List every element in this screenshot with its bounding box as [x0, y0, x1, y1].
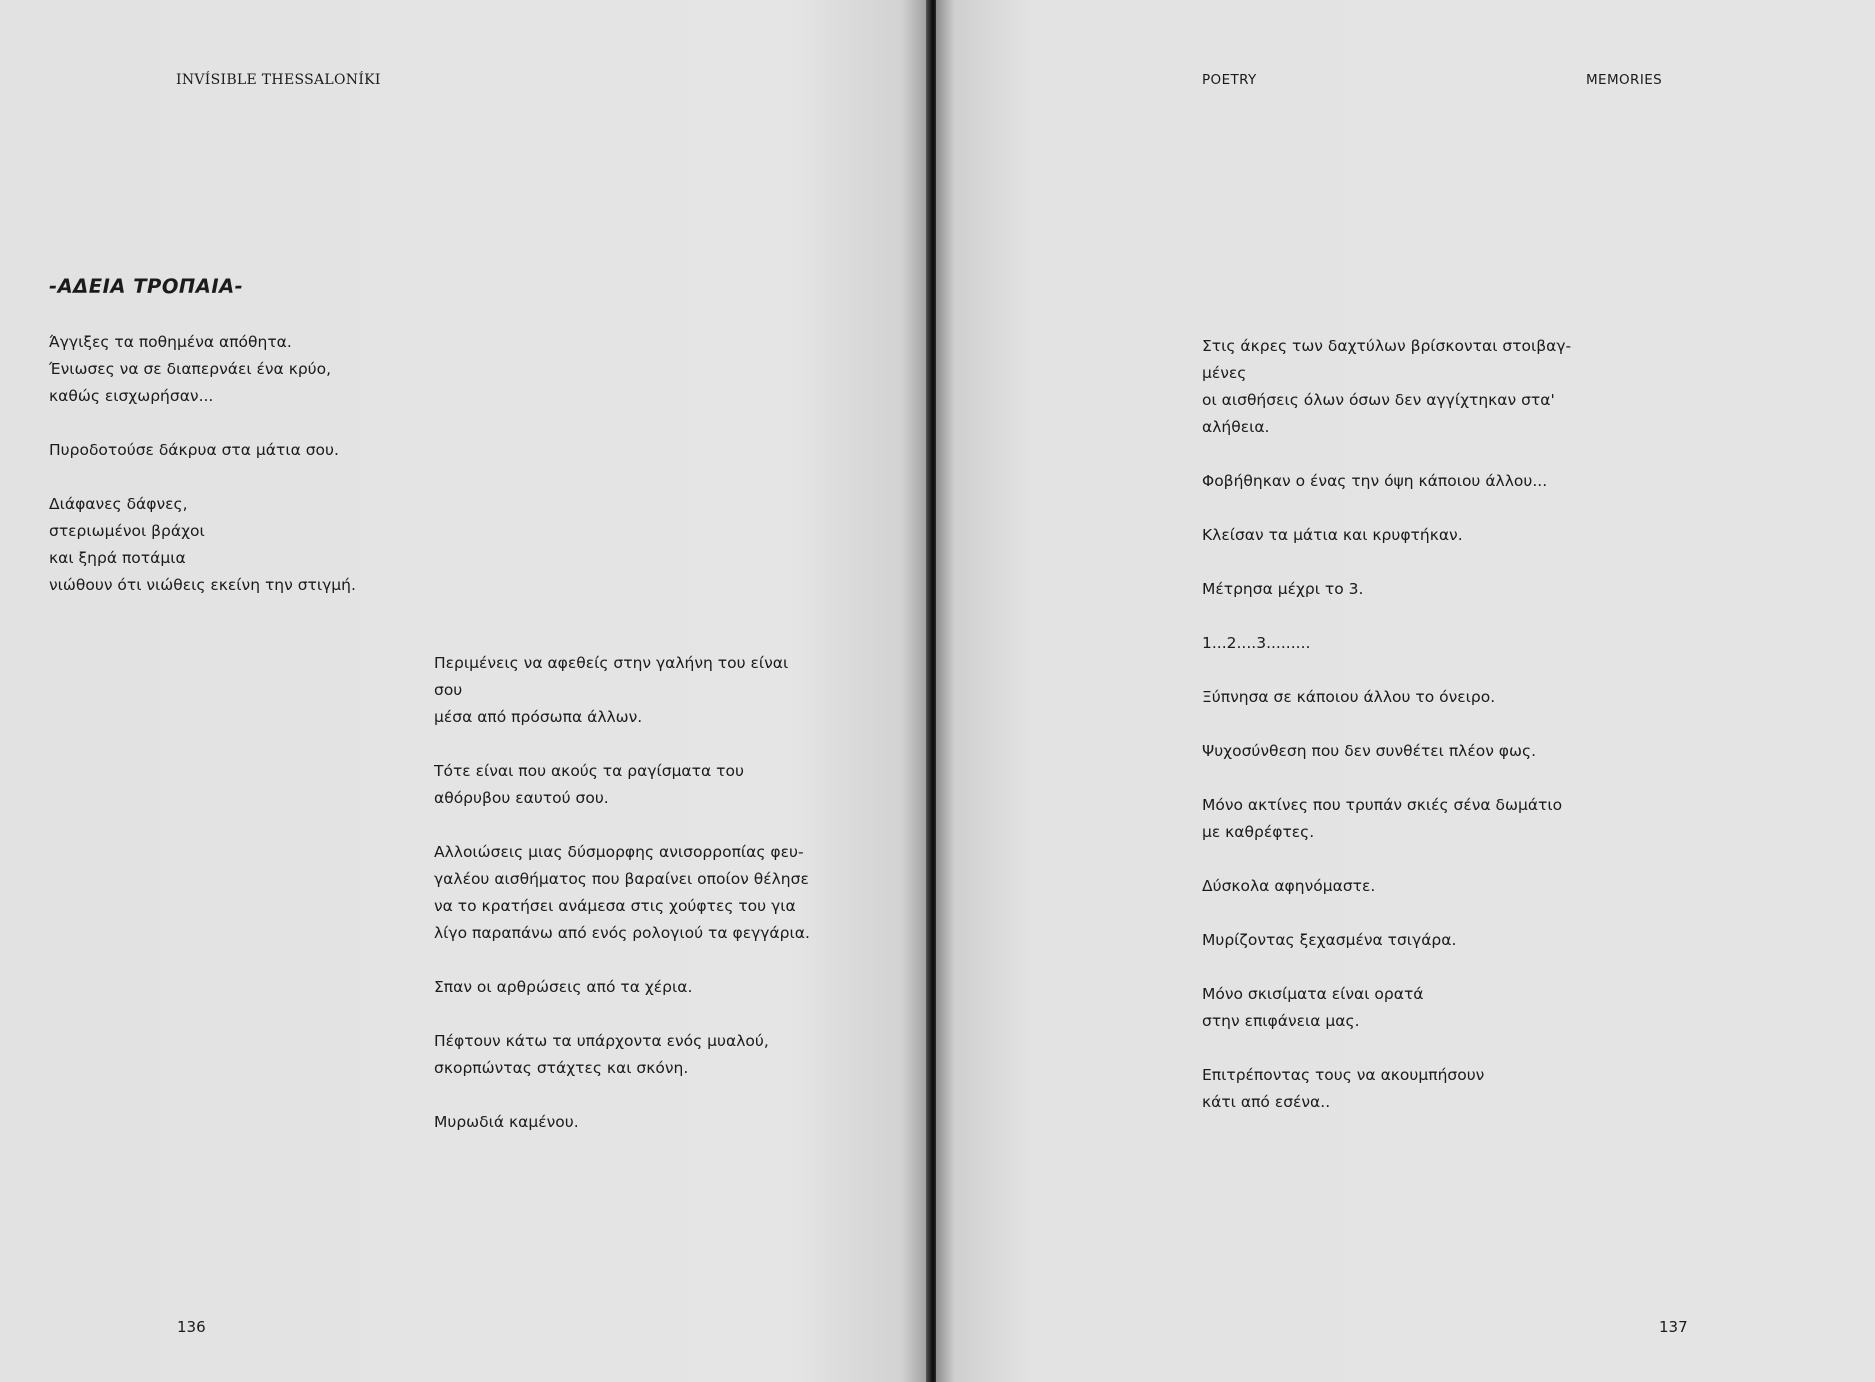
stanza	[434, 974, 810, 1001]
stanza	[49, 491, 356, 599]
poem-line: 1...2....3.........	[1202, 634, 1311, 652]
stanza	[49, 329, 356, 410]
poem-line: αλήθεια.	[1202, 418, 1270, 436]
stanza	[434, 1028, 810, 1082]
stanza	[49, 437, 356, 464]
poem-line: Μόνο σκισίματα είναι ορατά	[1202, 985, 1424, 1003]
stanza	[1202, 981, 1571, 1035]
poem-line: Μόνο ακτίνες που τρυπάν σκιές σένα δωμάτιο	[1202, 796, 1563, 814]
stanza	[1202, 1062, 1571, 1116]
poem-line: Διάφανες δάφνες,	[49, 495, 188, 513]
stanza	[1202, 792, 1571, 846]
stanza	[434, 758, 810, 812]
stanza	[1202, 873, 1571, 900]
poem-line: μένες	[1202, 364, 1247, 382]
poem-line: σκορπώντας στάχτες και σκόνη.	[434, 1059, 689, 1077]
stanza	[1202, 333, 1571, 441]
poem-line: Φοβήθηκαν ο ένας την όψη κάποιου άλλου...	[1202, 472, 1548, 490]
poem-line: Πέφτουν κάτω τα υπάρχοντα ενός μυαλού,	[434, 1032, 769, 1050]
left-page	[0, 0, 930, 1382]
stanza	[1202, 576, 1571, 603]
stanza	[434, 1109, 810, 1136]
poem-line: Άγγιξες τα ποθημένα απόθητα.	[49, 333, 292, 351]
stanza	[1202, 738, 1571, 765]
running-head-book-title: INVÍSIBLE THESSALONÍKI	[176, 72, 381, 88]
page-number-right: 137	[1659, 1318, 1688, 1336]
poem-line: Μυρίζοντας ξεχασμένα τσιγάρα.	[1202, 931, 1457, 949]
stanza	[434, 650, 810, 731]
poem-title: -ΑΔΕΙΑ ΤΡΟΠΑΙΑ-	[49, 275, 244, 298]
poem-line: νιώθουν ότι νιώθεις εκείνη την στιγμή.	[49, 576, 356, 594]
poem-line: Πυροδοτούσε δάκρυα στα μάτια σου.	[49, 441, 339, 459]
poem-line: στην επιφάνεια μας.	[1202, 1012, 1360, 1030]
running-head-section: POETRY	[1202, 72, 1257, 88]
poem-line: καθώς εισχωρήσαν...	[49, 387, 214, 405]
stanza	[1202, 468, 1571, 495]
poem-line: Ένιωσες να σε διαπερνάει ένα κρύο,	[49, 360, 332, 378]
stanza	[1202, 630, 1571, 657]
poem-line: γαλέου αισθήματος που βαραίνει οποίον θέλησε	[434, 870, 809, 888]
poem-line: αθόρυβου εαυτού σου.	[434, 789, 609, 807]
poem-line: με καθρέφτες.	[1202, 823, 1315, 841]
poem-line: λίγο παραπάνω από ενός ρολογιού τα φεγγάρια.	[434, 924, 810, 942]
poem-line: Ψυχοσύνθεση που δεν συνθέτει πλέον φως.	[1202, 742, 1537, 760]
poem-line: Κλείσαν τα μάτια και κρυφτήκαν.	[1202, 526, 1463, 544]
poem-line: σου	[434, 681, 463, 699]
poem-line: Περιμένεις να αφεθείς στην γαλήνη του είναι	[434, 654, 789, 672]
poem-line: Μυρωδιά καμένου.	[434, 1113, 579, 1131]
poem-line: Δύσκολα αφηνόμαστε.	[1202, 877, 1376, 895]
stanza	[434, 839, 810, 947]
poem-line: και ξηρά ποτάμια	[49, 549, 186, 567]
stanza	[1202, 522, 1571, 549]
poem-line: Ξύπνησα σε κάποιου άλλου το όνειρο.	[1202, 688, 1496, 706]
poem-line: Αλλοιώσεις μιας δύσμορφης ανισορροπίας φευ-	[434, 843, 804, 861]
running-head-category: MEMORIES	[1586, 72, 1663, 88]
poem-line: Μέτρησα μέχρι το 3.	[1202, 580, 1364, 598]
poem-line: Επιτρέποντας τους να ακουμπήσουν	[1202, 1066, 1485, 1084]
poem-line: οι αισθήσεις όλων όσων δεν αγγίχτηκαν στα'	[1202, 391, 1555, 409]
poem-section-second	[434, 650, 810, 1163]
poem-line: να το κρατήσει ανάμεσα στις χούφτες του για	[434, 897, 796, 915]
page-number-left: 136	[177, 1318, 206, 1336]
poem-line: στεριωμένοι βράχοι	[49, 522, 205, 540]
poem-line: Σπαν οι αρθρώσεις από τα χέρια.	[434, 978, 693, 996]
stanza	[1202, 684, 1571, 711]
poem-line: Τότε είναι που ακούς τα ραγίσματα του	[434, 762, 744, 780]
poem-line: μέσα από πρόσωπα άλλων.	[434, 708, 643, 726]
stanza	[1202, 927, 1571, 954]
poem-line: κάτι από εσένα..	[1202, 1093, 1331, 1111]
poem-section-first	[49, 329, 356, 626]
poem-line: Στις άκρες των δαχτύλων βρίσκονται στοιβαγ-	[1202, 337, 1572, 355]
poem-section-third	[1202, 333, 1571, 1143]
right-page	[936, 0, 1875, 1382]
